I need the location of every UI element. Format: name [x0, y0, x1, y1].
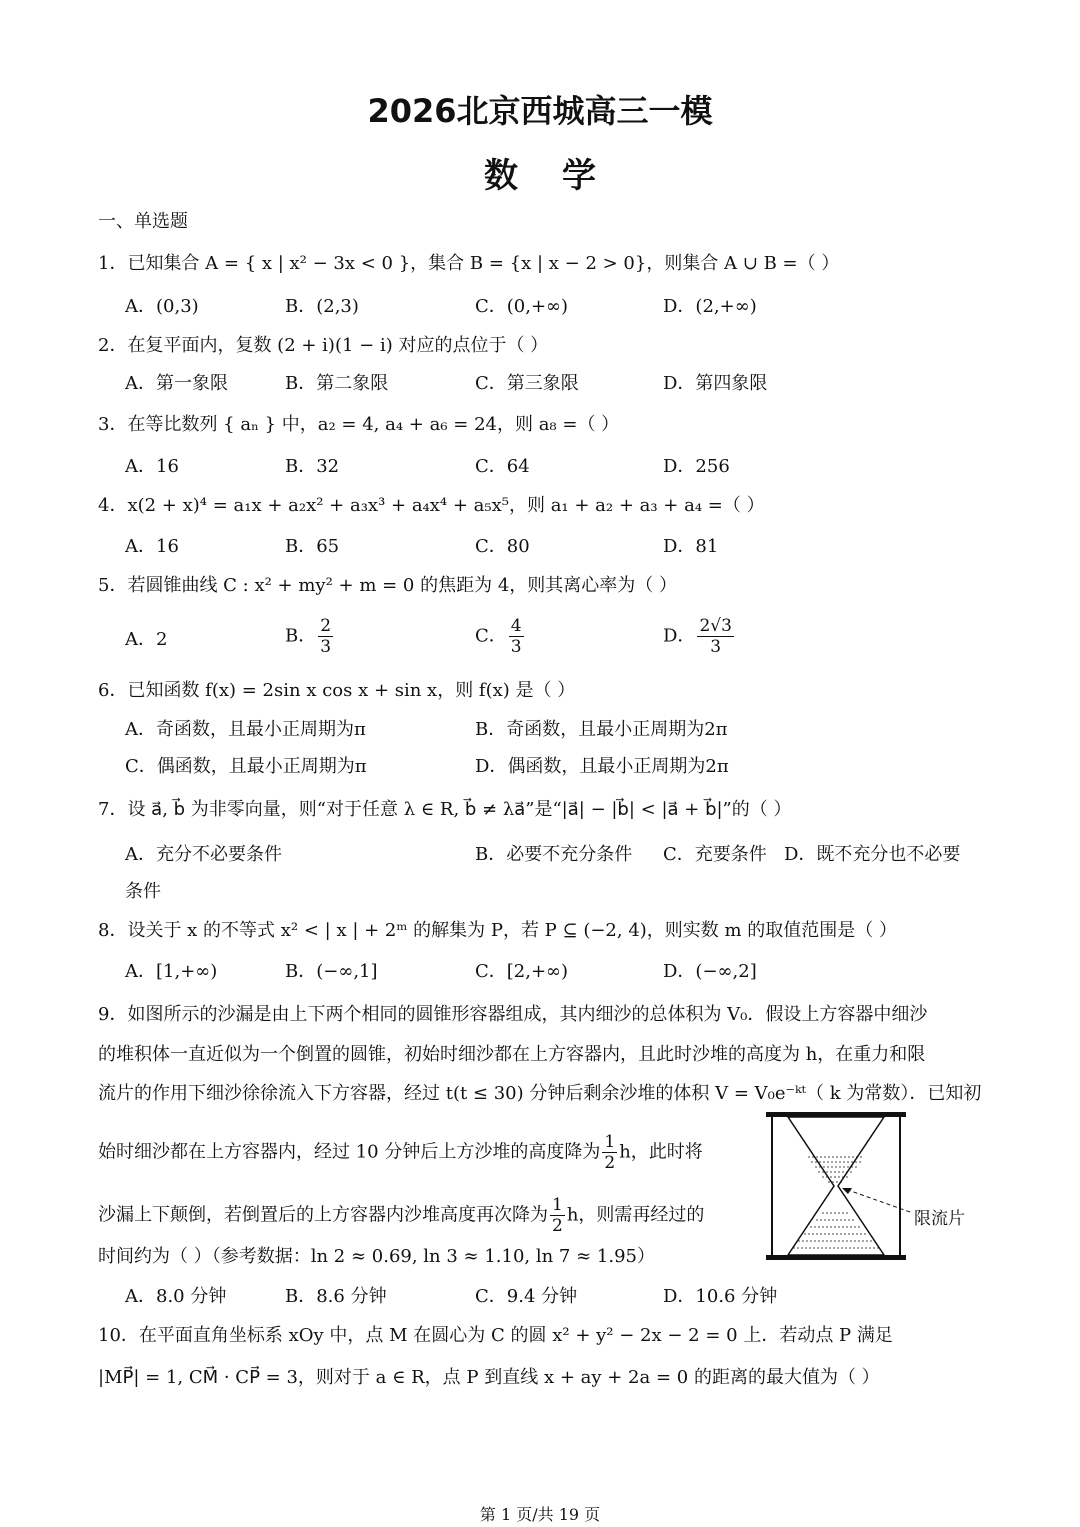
q2-option-b: B．第二象限 — [285, 373, 389, 394]
q2-option-c: C．第三象限 — [475, 373, 579, 394]
q9-fraction-half-1: $\frac{1}{2}$ — [604, 1132, 616, 1173]
q1-option-c: C．(0,+∞) — [475, 296, 569, 317]
q3-option-c: C．64 — [475, 456, 530, 477]
q4-option-d: D．81 — [663, 536, 719, 557]
q7-option-d: D．既不充分也不必要 — [784, 844, 961, 865]
q9-option-d: D．10.6 分钟 — [663, 1286, 778, 1307]
q9-line-3: 流片的作用下细沙徐徐流入下方容器，经过 t(t ≤ 30) 分钟后剩余沙堆的体积 V = V₀e⁻ᵏᵗ（ k 为常数）．已知初 — [98, 1083, 982, 1104]
q7-option-b: B．必要不充分条件 — [475, 844, 633, 865]
q5-option-c-label: C． — [475, 625, 507, 647]
q9-fraction-half-2: $\frac{1}{2}$ — [552, 1195, 563, 1236]
q6-option-c: C．偶函数，且最小正周期为π — [125, 756, 367, 777]
q8-option-b: B．(−∞,1] — [285, 961, 378, 982]
q7-stem: 7．设 a⃗, b⃗ 为非零向量，则“对于任意 λ ∈ R, b⃗ ≠ λa⃗”是“|a⃗| − |b⃗| < |a⃗ + b⃗|”的（ ） — [98, 799, 792, 820]
q4-option-a: A．16 — [125, 536, 179, 557]
q3-option-d: D．256 — [663, 456, 730, 477]
q6-option-d: D．偶函数，且最小正周期为2π — [475, 756, 729, 777]
q5-option-b — [285, 616, 335, 657]
hourglass-figure — [758, 1108, 980, 1266]
q7-option-d-continued: 条件 — [125, 881, 161, 902]
q5-option-d-label: D． — [663, 625, 696, 647]
q10-line-1: 10．在平面直角坐标系 xOy 中，点 M 在圆心为 C 的圆 x² + y² − 2x − 2 = 0 上．若动点 P 满足 — [98, 1325, 893, 1346]
q6-option-b: B．奇函数，且最小正周期为2π — [475, 719, 728, 740]
q5-option-c-fraction: $\frac{4}{3}$ — [510, 616, 522, 657]
q4-option-c: C．80 — [475, 536, 530, 557]
q5-option-b-fraction: $\frac{2}{3}$ — [320, 616, 332, 657]
page-footer: 第 1 页/共 19 页 — [479, 1505, 601, 1524]
flow-limiter-label: 限流片 — [914, 1209, 965, 1229]
q2-option-d: D．第四象限 — [663, 373, 768, 394]
q9-line-1: 9．如图所示的沙漏是由上下两个相同的圆锥形容器组成，其内细沙的总体积为 V₀．假设上方容器中细沙 — [98, 1004, 928, 1025]
lower-sand — [793, 1213, 879, 1248]
q6-option-a: A．奇函数，且最小正周期为π — [125, 719, 366, 740]
q9-option-b: B．8.6 分钟 — [285, 1286, 387, 1307]
q9-line-4: 始时细沙都在上方容器内，经过 10 分钟后上方沙堆的高度降为 $\frac{1}{2}$ h，此时将 — [98, 1132, 703, 1173]
q5-stem: 5．若圆锥曲线 C : x² + my² + m = 0 的焦距为 4，则其离心率为（ ） — [98, 575, 677, 596]
q4-option-b: B．65 — [285, 536, 340, 557]
q2-stem: 2．在复平面内，复数 (2 + i)(1 − i) 对应的点位于（ ） — [98, 335, 549, 356]
q5-option-d-fraction: $\frac{2√3}{3}$ — [699, 616, 732, 657]
q9-line-2: 的堆积体一直近似为一个倒置的圆锥，初始时细沙都在上方容器内，且此时沙堆的高度为 h，在重力和限 — [98, 1044, 926, 1065]
q1-option-d: D．(2,+∞) — [663, 296, 757, 317]
q3-option-b: B．32 — [285, 456, 340, 477]
q4-stem: 4．x(2 + x)⁴ = a₁x + a₂x² + a₃x³ + a₄x⁴ + a₅x⁵，则 a₁ + a₂ + a₃ + a₄ =（ ） — [98, 495, 765, 516]
q2-option-a: A．第一象限 — [125, 373, 228, 394]
subject-title: 数学 — [484, 156, 640, 196]
exam-title: 2026北京西城高三一模 — [367, 92, 713, 130]
q1-option-a: A．(0,3) — [125, 296, 199, 317]
q8-option-c: C．[2,+∞) — [475, 961, 569, 982]
q5-option-a: A．2 — [125, 629, 168, 650]
q8-option-d: D．(−∞,2] — [663, 961, 757, 982]
q8-stem: 8．设关于 x 的不等式 x² < | x | + 2ᵐ 的解集为 P，若 P ⊆ (−2, 4)，则实数 m 的取值范围是（ ） — [98, 920, 898, 941]
section-heading: 一、单选题 — [98, 211, 188, 232]
q10-line-2: |MP⃗| = 1, CM⃗ · CP⃗ = 3，则对于 a ∈ R，点 P 到直线 x + ay + 2a = 0 的距离的最大值为（ ） — [98, 1367, 880, 1388]
q3-option-a: A．16 — [125, 456, 179, 477]
q6-stem: 6．已知函数 f(x) = 2sin x cos x + sin x，则 f(x) 是（ ） — [98, 680, 576, 701]
q9-line-5: 沙漏上下颠倒，若倒置后的上方容器内沙堆高度再次降为 $\frac{1}{2}$ h，则需再经过的 — [98, 1195, 705, 1236]
q9-line-6: 时间约为（ ）（参考数据：ln 2 ≈ 0.69, ln 3 ≈ 1.10, ln 7 ≈ 1.95） — [98, 1246, 655, 1267]
q5-option-b-label: B． — [285, 625, 317, 647]
q8-option-a: A．[1,+∞) — [125, 961, 218, 982]
q7-option-c: C．充要条件 — [663, 844, 767, 865]
q9-option-c: C．9.4 分钟 — [475, 1286, 578, 1307]
q9-option-a: A．8.0 分钟 — [125, 1286, 227, 1307]
q5-option-d — [663, 616, 736, 657]
q5-option-c — [475, 616, 526, 657]
q7-option-a: A．充分不必要条件 — [125, 844, 282, 865]
q1-stem: 1．已知集合 A = { x | x² − 3x < 0 }，集合 B = {x | x − 2 > 0}，则集合 A ∪ B =（ ） — [98, 253, 840, 274]
q1-option-b: B．(2,3) — [285, 296, 359, 317]
q3-stem: 3．在等比数列 { aₙ } 中，a₂ = 4, a₄ + a₆ = 24，则 a₈ =（ ） — [98, 414, 620, 435]
